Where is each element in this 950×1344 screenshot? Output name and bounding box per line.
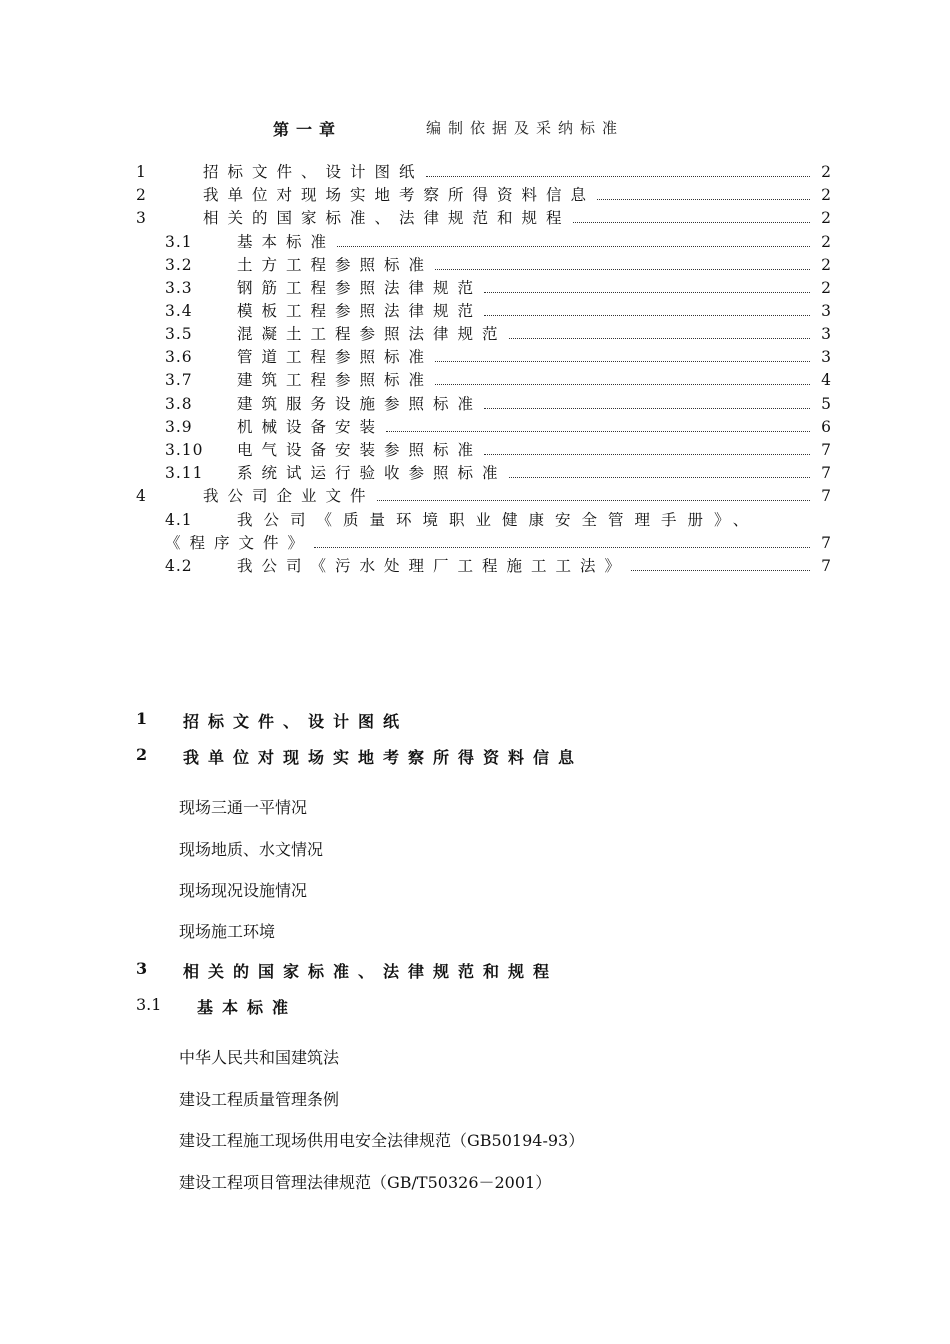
- toc-page: 3: [821, 348, 831, 366]
- toc-title: 相关的国家标准、法律规范和规程: [203, 209, 571, 227]
- toc-title: 机械设备安装: [237, 418, 385, 436]
- toc-number: 3.3: [165, 279, 193, 297]
- toc-leader: [573, 222, 810, 223]
- paragraph: 中华人民共和国建筑法: [179, 1048, 340, 1067]
- toc-title: 招标文件、设计图纸: [203, 163, 424, 181]
- toc-title: 系统试运行验收参照标准: [237, 464, 507, 482]
- toc-number: 3.9: [165, 418, 193, 436]
- toc-entry[interactable]: [0, 416, 950, 439]
- toc-leader: [435, 361, 810, 362]
- section-title: 相关的国家标准、法律规范和规程: [183, 962, 559, 981]
- section-number: 2: [136, 745, 148, 764]
- toc-title: 钢筋工程参照法律规范: [237, 279, 483, 297]
- toc-entry[interactable]: [0, 439, 950, 462]
- toc-page: 6: [821, 418, 831, 436]
- toc-title: 我单位对现场实地考察所得资料信息: [203, 186, 596, 204]
- toc-entry[interactable]: [0, 323, 950, 346]
- toc-number: 4.1: [165, 511, 193, 529]
- toc-page: 2: [821, 279, 831, 297]
- toc-number: 3.8: [165, 395, 193, 413]
- toc-title: 建筑工程参照标准: [237, 371, 434, 389]
- toc-page: 2: [821, 186, 831, 204]
- toc-page: 2: [821, 209, 831, 227]
- section-heading-2: [136, 745, 836, 767]
- chapter-title: 编制依据及采纳标准: [426, 119, 625, 137]
- toc-leader: [631, 570, 810, 571]
- toc-number: 3.6: [165, 348, 193, 366]
- chapter-number: 第一章: [273, 120, 343, 139]
- toc-number: 3.2: [165, 256, 193, 274]
- paragraph: 现场施工环境: [179, 922, 276, 941]
- toc-page: 5: [821, 395, 831, 413]
- toc-page: 7: [821, 534, 831, 552]
- section-number: 3: [136, 959, 148, 978]
- toc-entry[interactable]: [0, 184, 950, 207]
- toc-title: 土方工程参照标准: [237, 256, 434, 274]
- toc-leader: [435, 384, 810, 385]
- paragraph: 建设工程项目管理法律规范（GB/T50326－2001）: [179, 1173, 552, 1192]
- toc-title: 建筑服务设施参照标准: [237, 395, 483, 413]
- toc-number: 3.7: [165, 371, 193, 389]
- toc-entry[interactable]: [0, 207, 950, 230]
- toc-page: 3: [821, 325, 831, 343]
- toc-leader: [484, 408, 810, 409]
- toc-leader: [509, 477, 810, 478]
- toc-entry[interactable]: [0, 346, 950, 369]
- toc-number: 3.5: [165, 325, 193, 343]
- toc-entry[interactable]: [0, 277, 950, 300]
- chapter-heading: [0, 117, 950, 139]
- toc-number: 3.1: [165, 233, 193, 251]
- toc-title: 混凝土工程参照法律规范: [237, 325, 507, 343]
- toc-entry[interactable]: [0, 369, 950, 392]
- section-title: 我单位对现场实地考察所得资料信息: [183, 748, 584, 767]
- toc-number: 2: [136, 186, 146, 204]
- toc-leader: [337, 246, 810, 247]
- toc-number: 4.2: [165, 557, 193, 575]
- toc-leader: [484, 454, 810, 455]
- section-title: 招标文件、设计图纸: [183, 712, 409, 731]
- toc-leader: [386, 431, 810, 432]
- toc-title: 模板工程参照法律规范: [237, 302, 483, 320]
- toc-title: 我公司《污水处理厂工程施工工法》: [237, 557, 630, 575]
- toc-leader: [314, 547, 810, 548]
- toc-entry[interactable]: [0, 555, 950, 578]
- toc-page: 7: [821, 487, 831, 505]
- subsection-heading-3-1: [136, 995, 836, 1017]
- toc-number: 3: [136, 209, 146, 227]
- section-number: 3.1: [136, 995, 162, 1014]
- toc-title: 我公司《质量环境职业健康安全管理手册》、: [237, 511, 760, 529]
- toc-number: 3.4: [165, 302, 193, 320]
- toc-page: 2: [821, 256, 831, 274]
- toc-page: 7: [821, 464, 831, 482]
- section-number: 1: [136, 709, 148, 728]
- paragraph: 现场三通一平情况: [179, 798, 308, 817]
- toc-entry[interactable]: [0, 393, 950, 416]
- toc-page: 7: [821, 441, 831, 459]
- toc-entry[interactable]: [0, 300, 950, 323]
- toc-page: 4: [821, 371, 831, 389]
- toc-entry[interactable]: [0, 161, 950, 184]
- paragraph: 建设工程质量管理条例: [179, 1090, 340, 1109]
- toc-entry-continuation[interactable]: [0, 532, 950, 555]
- toc-leader: [484, 315, 810, 316]
- toc-entry[interactable]: [0, 254, 950, 277]
- toc-title: 管道工程参照标准: [237, 348, 434, 366]
- section-title: 基本标准: [197, 998, 298, 1017]
- toc-leader: [597, 199, 810, 200]
- toc-entry[interactable]: [0, 462, 950, 485]
- toc-page: 2: [821, 163, 831, 181]
- toc-leader: [426, 176, 810, 177]
- paragraph: 现场地质、水文情况: [179, 840, 324, 859]
- toc-leader: [509, 338, 810, 339]
- toc-number: 4: [136, 487, 146, 505]
- toc-title: 我公司企业文件: [203, 487, 375, 505]
- toc-title-continuation: 《程序文件》: [165, 534, 313, 552]
- toc-entry[interactable]: [0, 231, 950, 254]
- toc-entry[interactable]: [0, 485, 950, 508]
- toc-page: 7: [821, 557, 831, 575]
- toc-page: 2: [821, 233, 831, 251]
- toc-page: 3: [821, 302, 831, 320]
- toc-number: 3.11: [165, 464, 204, 482]
- toc-entry[interactable]: [0, 509, 950, 532]
- toc-number: 3.10: [165, 441, 204, 459]
- section-heading-3: [136, 959, 836, 981]
- toc-title: 基本标准: [237, 233, 336, 251]
- toc-title: 电气设备安装参照标准: [237, 441, 483, 459]
- toc-leader: [377, 500, 810, 501]
- paragraph: 建设工程施工现场供用电安全法律规范（GB50194-93）: [179, 1131, 585, 1150]
- toc-number: 1: [136, 163, 146, 181]
- section-heading-1: [136, 709, 836, 731]
- toc-leader: [484, 292, 810, 293]
- toc-leader: [435, 269, 810, 270]
- paragraph: 现场现况设施情况: [179, 881, 308, 900]
